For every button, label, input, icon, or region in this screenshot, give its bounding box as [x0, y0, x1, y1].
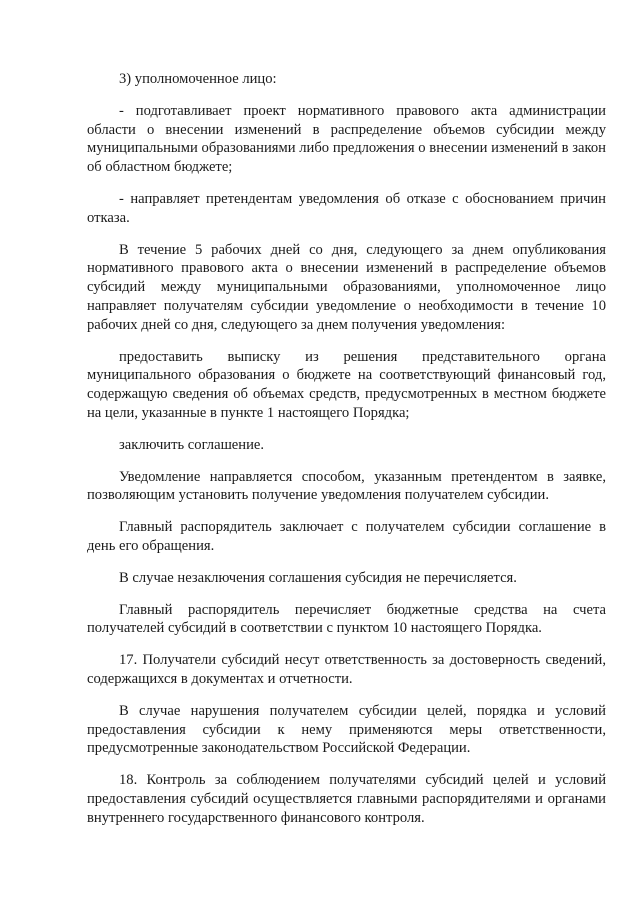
paragraph-notification-method: Уведомление направляется способом, указанным претендентом в заявке, позволяющим установить получение уведомления получателем субсидии. — [87, 468, 606, 504]
paragraph-conclude-agreement: заключить соглашение. — [119, 436, 265, 453]
paragraph-agreement-on-request-day: Главный распорядитель заключает с получателем субсидии соглашение в день его обращения. — [87, 519, 606, 554]
paragraph-five-working-days: В течение 5 рабочих дней со дня, следующего за днем опубликования нормативного правового акта о внесении изменений в распределение объемов субсидий между муниципальными образованиями, уполномоченное лицо направляет получателям субсидии уведомление о необходимости в течение 10 рабочих дней со дня, следующего за днем получения уведомления: — [87, 241, 606, 333]
paragraph-item-17: 17. Получатели субсидий несут ответственность за достоверность сведений, содержащихся в документах и отчетности. — [87, 652, 606, 687]
paragraph-violation-liability: В случае нарушения получателем субсидии целей, порядка и условий предоставления субсидии к нему применяются меры ответственности, предусмотренные законодательством Российской Федерации. — [87, 702, 606, 757]
document-page — [87, 70, 606, 841]
paragraph-sends-refusal: - направляет претендентам уведомления об отказе с обоснованием причин отказа. — [87, 190, 606, 226]
paragraph-authorized-person: 3) уполномоченное лицо: — [119, 71, 277, 87]
paragraph-provide-extract: предоставить выписку из решения представительного органа муниципального образования о бюджете на соответствующий финансовый год, содержащую сведения об объемах средств, предусмотренных в местном бюджете на цели, указанные в пункте 1 настоящего Порядка; — [87, 348, 606, 421]
paragraph-no-agreement-no-transfer: В случае незаключения соглашения субсидия не перечисляется. — [119, 569, 517, 586]
paragraph-prepares-draft-act: - подготавливает проект нормативного правового акта администрации области о внесении изменений в распределение объемов субсидии между муниципальными образованиями либо предложения о внесении изменений в закон об областном бюджете; — [87, 102, 606, 176]
paragraph-transfer-funds: Главный распорядитель перечисляет бюджетные средства на счета получателей субсидий в соответствии с пунктом 10 настоящего Порядка. — [87, 601, 606, 637]
paragraph-item-18: 18. Контроль за соблюдением получателями субсидий целей и условий предоставления субсидий осуществляется главными распорядителями и органами внутреннего государственного финансового контроля. — [87, 772, 606, 826]
